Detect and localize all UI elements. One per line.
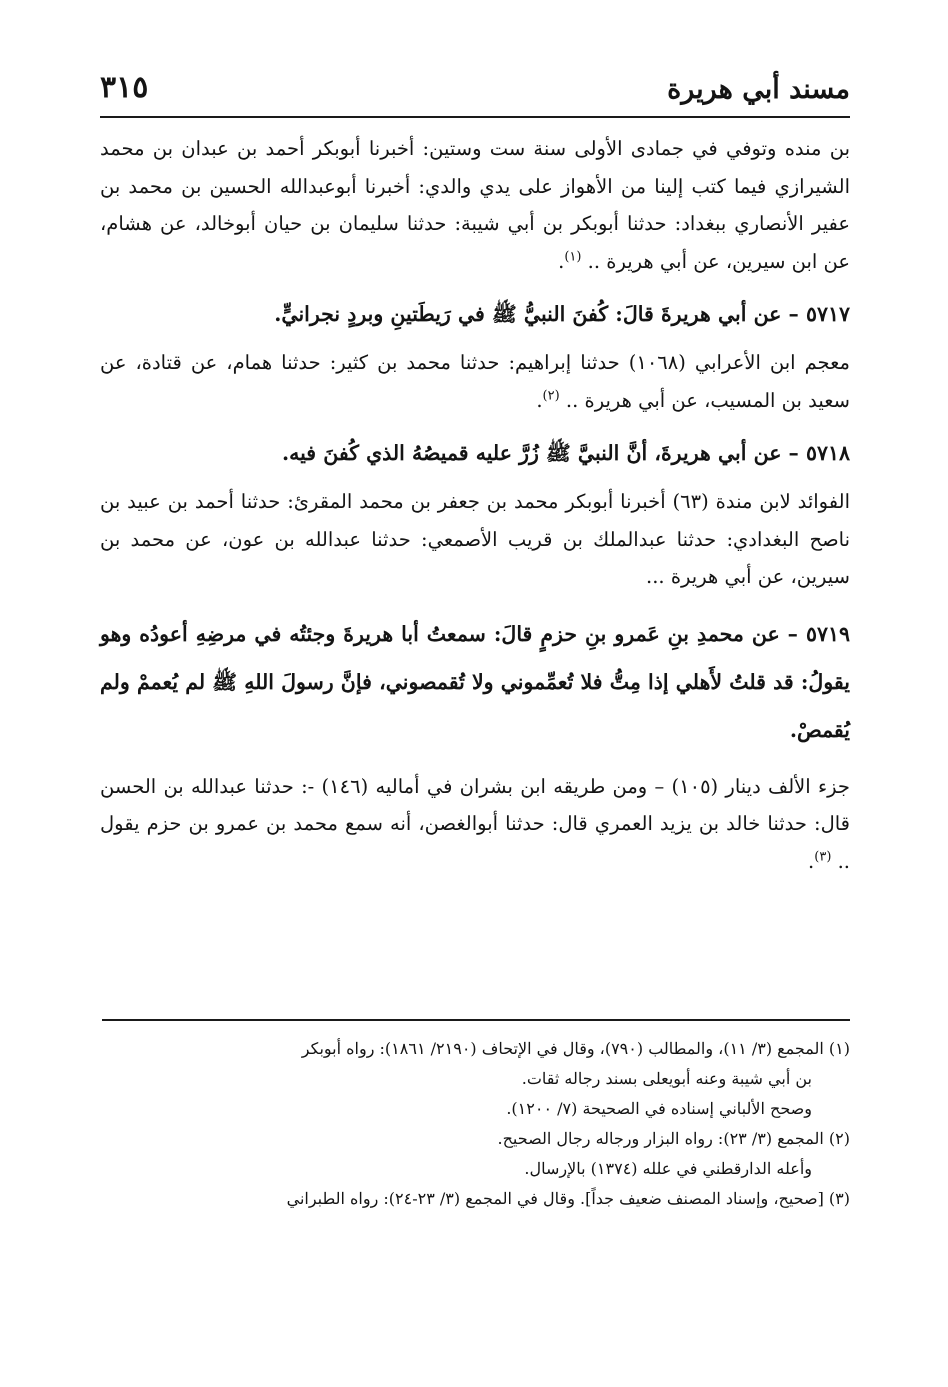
paragraph-isnad-4: جزء الألف دينار (١٠٥) – ومن طريقه ابن بشران في أماليه (١٤٦) -: حدثنا عبدالله بن الحسن قال: حدثنا خالد بن يزيد العمري قال: حدثنا أبوالغصن، أنه سمع محمد بن عمرو بن حزم يقول .. $^{(٣)}$. bbox=[100, 774, 850, 873]
paragraph-text: بن منده وتوفي في جمادى الأولى سنة ست وستين: أخبرنا أبوبكر أحمد بن عبدان بن محمد الشيرازي فيما كتب إلينا من الأهواز على يدي والدي: أخبرنا أبوعبدالله الحسين بن محمد بن عفير الأنصاري ببغداد: حدثنا أبوبكر بن أبي شيبة: حدثنا سليمان بن حيان أبوخالد، عن هشام، عن ابن سيرين، عن أبي هريرة .. bbox=[100, 137, 850, 273]
paragraph-isnad-3: الفوائد لابن مندة (٦٣) أخبرنا أبوبكر محمد بن جعفر بن محمد المقرئ: حدثنا أحمد بن عبيد بن ناصح البغدادي: حدثنا عبدالملك بن قريب الأصمعي: حدثنا عبدالله بن عون، عن محمد بن سيرين، عن أبي هريرة ... bbox=[100, 490, 850, 588]
hadith-5717: ٥٧١٧ – عن أبي هريرةَ قالَ: كُفنَ النبيُّ ﷺ في رَيطَتينِ وبردٍ نجرانيٍّ. bbox=[274, 302, 850, 326]
paragraph-isnad-1: بن منده وتوفي في جمادى الأولى سنة ست وستين: أخبرنا أبوبكر أحمد بن عبدان بن محمد الشيرازي فيما كتب إلينا من الأهواز على يدي والدي: أخبرنا أبوعبدالله الحسين بن محمد بن عفير الأنصاري ببغداد: حدثنا أبوبكر بن أبي شيبة: حدثنا سليمان بن حيان أبوخالد، عن هشام، عن ابن سيرين، عن أبي هريرة .. $^{(١)}$. bbox=[100, 137, 850, 273]
hadith-5719: ٥٧١٩ – عن محمدِ بنِ عَمرو بنِ حزمٍ قالَ: سمعتُ أبا هريرةَ وجئتُه في مرضِهِ أعودُه وهو يقولُ: قد قلتُ لأَهلي إذا مِتُّ فلا تُعمِّموني ولا تُقمصوني، فإنَّ رسولَ اللهِ ﷺ لم يُعممْ ولم يُقمصْ. bbox=[100, 621, 850, 742]
paragraph-isnad-2: معجم ابن الأعرابي (١٠٦٨) حدثنا إبراهيم: حدثنا محمد بن كثير: حدثنا همام، عن قتادة، عن سعيد بن المسيب، عن أبي هريرة .. $^{(٢)}$. bbox=[100, 351, 850, 412]
running-header bbox=[100, 66, 850, 118]
footnote-2-line-2: وأعله الدارقطني في علله (١٣٧٤) بالإرسال. bbox=[524, 1159, 812, 1178]
footnote-3-line-1: (٣) [صحيح، وإسناد المصنف ضعيف جداً]. وقال في المجمع (٣/ ٢٣-٢٤): رواه الطبراني bbox=[286, 1189, 850, 1208]
footnote-2-line-1: (٢) المجمع (٣/ ٢٣): رواه البزار ورجاله رجال الصحيح. bbox=[497, 1129, 850, 1148]
paragraph-text: معجم ابن الأعرابي (١٠٦٨) حدثنا إبراهيم: حدثنا محمد بن كثير: حدثنا همام، عن قتادة، عن سعيد بن المسيب، عن أبي هريرة .. bbox=[100, 351, 850, 412]
footnote-ref-1: (١) bbox=[564, 249, 582, 264]
running-header-title: مسند أبي هريرة bbox=[667, 74, 850, 105]
main-text bbox=[100, 130, 850, 894]
footnote-ref-3: (٣) bbox=[814, 849, 832, 864]
hadith-5718: ٥٧١٨ – عن أبي هريرةَ، أنَّ النبيَّ ﷺ زُرَّ عليه قميصُهُ الذي كُفنَ فيه. bbox=[281, 441, 850, 465]
footnote-divider bbox=[102, 1019, 850, 1021]
page-number: ٣١٥ bbox=[100, 70, 149, 105]
footnote-1-line-2: بن أبي شيبة وعنه أبويعلى بسند رجاله ثقات. bbox=[521, 1069, 812, 1088]
paragraph-text: جزء الألف دينار (١٠٥) – ومن طريقه ابن بشران في أماليه (١٤٦) -: حدثنا عبدالله بن الحسن قال: حدثنا خالد بن يزيد العمري قال: حدثنا أبوالغصن، أنه سمع محمد بن عمرو بن حزم يقول .. bbox=[100, 774, 850, 873]
footnote-1-line-1: (١) المجمع (٣/ ١١)، والمطالب (٧٩٠)، وقال في الإتحاف (٢١٩٠/ ١٨٦١): رواه أبوبكر bbox=[301, 1039, 850, 1058]
footnotes bbox=[100, 1034, 850, 1214]
footnote-ref-2: (٢) bbox=[542, 388, 560, 403]
footnote-1-line-3: وصحح الألباني إسناده في الصحيحة (٧/ ١٢٠٠). bbox=[506, 1099, 812, 1118]
